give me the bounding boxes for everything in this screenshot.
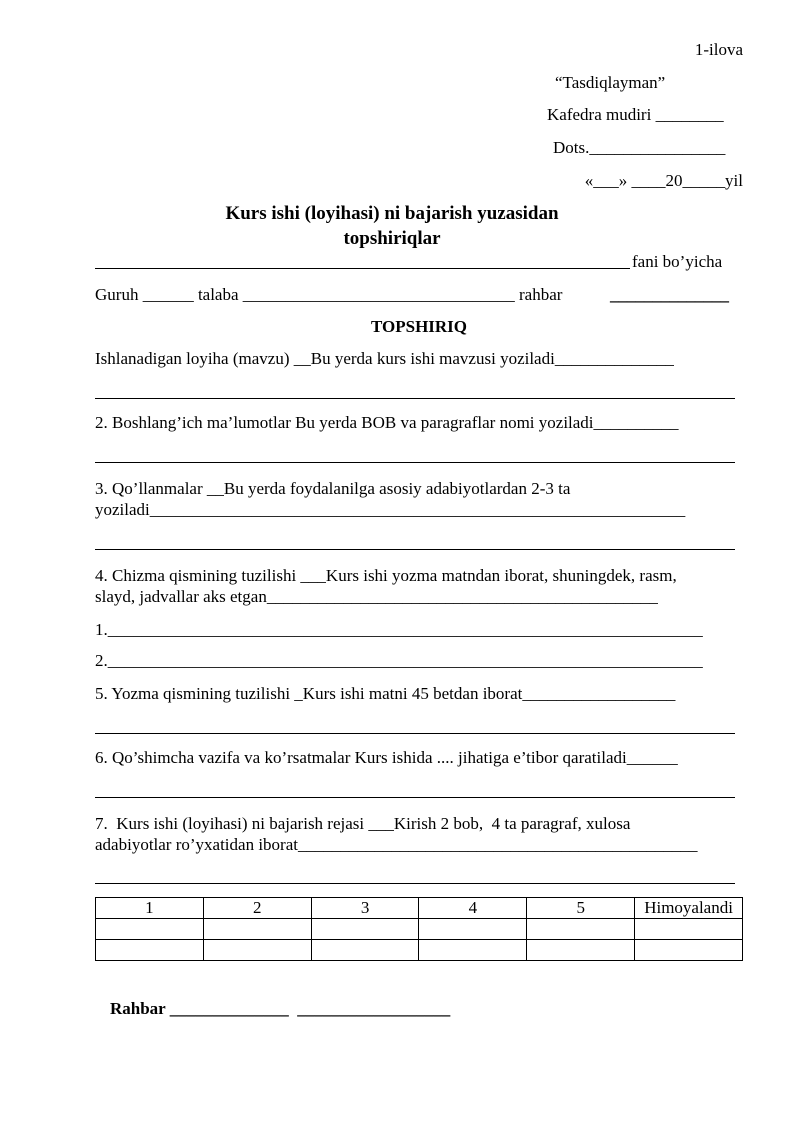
item-6-blank-line: [95, 797, 735, 798]
table-cell: [419, 940, 527, 961]
docent-line: Dots.________________: [553, 138, 726, 157]
signature-blanks: ______________ __________________: [165, 999, 451, 1018]
item-2-text: 2. Boshlang’ich ma’lumotlar Bu yerda BOB va paragraflar nomi yoziladi__________: [95, 413, 679, 432]
group-student-line: Guruh ______ talaba ________________________________ rahbar: [95, 285, 567, 304]
item-3-blank-line: [95, 549, 735, 550]
table-header-cell: 5: [527, 898, 635, 919]
annex-number: 1-ilova: [694, 40, 743, 59]
supervisor-signature-line: [110, 999, 450, 1019]
table-row: [96, 940, 743, 961]
table-header-cell: 4: [419, 898, 527, 919]
table-cell: [96, 940, 204, 961]
table-cell: [311, 940, 419, 961]
supervisor-blank: ______________: [610, 285, 729, 304]
table-header-row: [96, 898, 743, 919]
item-5-blank-line: [95, 733, 735, 734]
item-4-text-line2: slayd, jadvallar aks etgan______________________________________________: [95, 587, 658, 606]
document-title-line2: topshiriqlar: [343, 228, 441, 249]
schedule-table: [95, 897, 743, 961]
table-header-cell: 3: [311, 898, 419, 919]
item-2-blank-line: [95, 462, 735, 463]
table-cell: [311, 919, 419, 940]
item-5-text: 5. Yozma qismining tuzilishi _Kurs ishi matni 45 betdan iborat__________________: [95, 684, 676, 703]
approval-label: “Tasdiqlayman”: [555, 73, 666, 92]
item-7-text-line2: adabiyotlar ro’yxatidan iborat_______________________________________________: [95, 835, 698, 854]
table-header-cell: Himoyalandi: [635, 898, 743, 919]
item-3-text-line1: 3. Qo’llanmalar __Bu yerda foydalanilga asosiy adabiyotlardan 2-3 ta: [95, 479, 571, 498]
table-cell: [203, 919, 311, 940]
table-cell: [635, 919, 743, 940]
item-1-blank-line: [95, 398, 735, 399]
section-title: TOPSHIRIQ: [370, 317, 468, 336]
item-3-text-line2: yoziladi_______________________________________________________________: [95, 500, 686, 519]
item-6-text: 6. Qo’shimcha vazifa va ko’rsatmalar Kurs ishida .... jihatiga e’tibor qaratiladi______: [95, 748, 678, 767]
table-header-cell: 1: [96, 898, 204, 919]
item-4-subitem-1: 1.______________________________________________________________________: [95, 620, 703, 639]
table-cell: [96, 919, 204, 940]
item-4-subitem-2: 2.______________________________________________________________________: [95, 651, 703, 670]
item-1-text: Ishlanadigan loyiha (mavzu) __Bu yerda kurs ishi mavzusi yoziladi______________: [95, 349, 674, 368]
item-4-text-line1: 4. Chizma qismining tuzilishi ___Kurs ishi yozma matndan iborat, shuningdek, rasm,: [95, 566, 677, 585]
supervisor-label: Rahbar: [110, 999, 166, 1018]
item-7-blank-line: [95, 883, 735, 884]
table-row: [96, 919, 743, 940]
subject-label: fani bo’yicha: [632, 252, 723, 271]
item-7-text-line1: 7. Kurs ishi (loyihasi) ni bajarish rejasi ___Kirish 2 bob, 4 ta paragraf, xulosa: [95, 814, 631, 833]
subject-blank-line: [95, 268, 630, 269]
table-cell: [527, 919, 635, 940]
date-line: «___» ____20_____yil: [584, 171, 743, 190]
document-title-line1: Kurs ishi (loyihasi) ni bajarish yuzasidan: [225, 203, 559, 224]
head-of-department-line: Kafedra mudiri ________: [547, 105, 724, 124]
table-cell: [527, 940, 635, 961]
table-cell: [419, 919, 527, 940]
table-cell: [203, 940, 311, 961]
table-cell: [635, 940, 743, 961]
table-header-cell: 2: [203, 898, 311, 919]
